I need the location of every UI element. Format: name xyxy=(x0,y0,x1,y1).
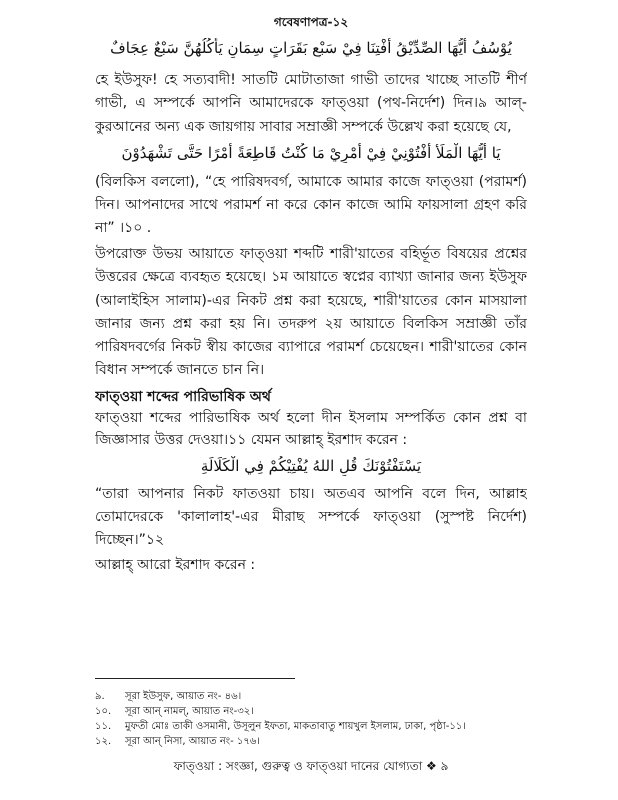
running-footer: ফাত্ওয়া : সংজ্ঞা, গুরুত্ব ও ফাত্ওয়া দানের যোগ্যতা ❖ ৯ xyxy=(173,759,449,773)
text-line: গাভী, এ সম্পর্কে আপনি আমাদেরকে ফাত্ওয়া (পথ-নির্দেশ) দিন।৯ আল্- xyxy=(95,95,527,111)
text-line: হে ইউসুফ! হে সত্যবাদী! সাতটি মোটাতাজা গাভী তাদের খাচ্ছে সাতটি শীর্ণ xyxy=(95,72,527,88)
footnote xyxy=(95,735,260,749)
text-line: (আলাইহিস সালাম)-এর নিকট প্রশ্ন করা হয়েছে, শারী'য়াতের কোন মাসয়ালা xyxy=(95,293,527,309)
footnote-number: ৯. xyxy=(95,691,105,702)
footnote-number: ১১. xyxy=(95,721,112,732)
text-line: বিধান সম্পর্কে জানতে চান নি। xyxy=(95,362,265,378)
footnote-text: সূরা আন্ নামল্, আয়াত নং-৩২। xyxy=(125,706,254,717)
section-heading: ফাত্ওয়া শব্দের পারিভাষিক অর্থ xyxy=(95,389,271,405)
text-line: উত্তরের ক্ষেত্রে ব্যবহৃত হয়েছে। ১ম আয়াতে স্বপ্নের ব্যাখ্যা জানার জন্য ইউসুফ xyxy=(95,269,527,285)
arabic-verse-3: يَسْتَفْتُوْنَكَ قُلِ اللهُ يُفْتِيْكُمْ فِي الْكَلَالَةِ xyxy=(200,457,422,475)
arabic-verse-1: يُوْسُفُ أَيُّهَا الصِّدِّيْقُ أَفْتِنَا فِيْ سَبْعِ بَقَرَاتٍ سِمَانٍ يَأْكُلُهُنَّ سَبْعٌ عِجَافٌ xyxy=(110,39,512,57)
text-line: আল্লাহ্ আরো ইরশাদ করেন : xyxy=(95,557,256,573)
text-line: না” ।১০ . xyxy=(95,220,152,236)
footnote-number: ১০. xyxy=(95,706,112,717)
arabic-verse-2: يَا أَيُّهَا الْمَلَأُ أَفْتُوْنِيْ فِيْ أَمْرِيْ مَا كُنْتُ قَاطِعَةً أَمْرًا حَتَّى تَشْهَدُوْنَ xyxy=(121,144,501,162)
text-line: “তারা আপনার নিকট ফাতওয়া চায়। অতএব আপনি বলে দিন, আল্লাহ xyxy=(95,486,527,502)
text-line: জিজ্ঞাসার উত্তর দেওয়া।১১ যেমন আল্লাহ্ ইরশাদ করেন : xyxy=(95,432,408,448)
footnote-text: সূরা আন্ নিসা, আয়াত নং- ১৭৬। xyxy=(125,736,260,747)
text-line: তোমাদেরকে 'কালালাহ'-এর মীরাছ সম্পর্কে ফাত্ওয়া (সুস্পষ্ট নির্দেশ) xyxy=(95,509,527,525)
footnote xyxy=(95,705,254,719)
footnote xyxy=(95,690,241,704)
text-line: উপরোক্ত উভয় আয়াতে ফাত্ওয়া শব্দটি শারী'য়াতের বহির্ভূত বিষয়ের প্রশ্নের xyxy=(95,246,527,262)
text-line: দিন। আপনাদের সাথে পরামর্শ না করে কোন কাজে আমি ফায়সালা গ্রহণ করি xyxy=(95,197,527,213)
footnote-number: ১২. xyxy=(95,736,112,747)
text-line: ফাত্ওয়া শব্দের পারিভাষিক অর্থ হলো দীন ইসলাম সম্পর্কিত কোন প্রশ্ন বা xyxy=(95,410,527,426)
text-line: পারিষদবর্গের নিকট স্বীয় কাজের ব্যাপারে পরামর্শ চেয়েছেন। শারী'য়াতের কোন xyxy=(95,339,527,355)
text-line: কুরআনের অন্য এক জায়গায় সাবার সম্রাজ্ঞী সম্পর্কে উল্লেখ করা হয়েছে যে, xyxy=(95,119,512,135)
footnote-text: সূরা ইউসুফ, আয়াত নং- ৪৬। xyxy=(125,691,242,702)
text-line: জানার জন্য প্রশ্ন করা হয় নি। তদরুপ ২য় আয়াতে বিলকিস সম্রাজ্ঞী তাঁর xyxy=(95,316,527,332)
text-line: (বিলকিস বললো), “হে পারিষদবর্গ, আমাকে আমার কাজে ফাত্ওয়া (পরামর্শ) xyxy=(95,174,527,190)
footnote-text: মুফতী মোঃ তাকী ওসমানী, উসূলুন ইফতা, মাকতাবাতু শায়খুল ইসলাম, ঢাকা, পৃষ্ঠা-১১। xyxy=(125,721,466,732)
footnote-separator xyxy=(95,678,295,679)
footnote xyxy=(95,720,466,734)
text-line: দিচ্ছেন।”১২ xyxy=(95,532,165,548)
running-header: গবেষণাপত্র-১২ xyxy=(273,15,349,29)
